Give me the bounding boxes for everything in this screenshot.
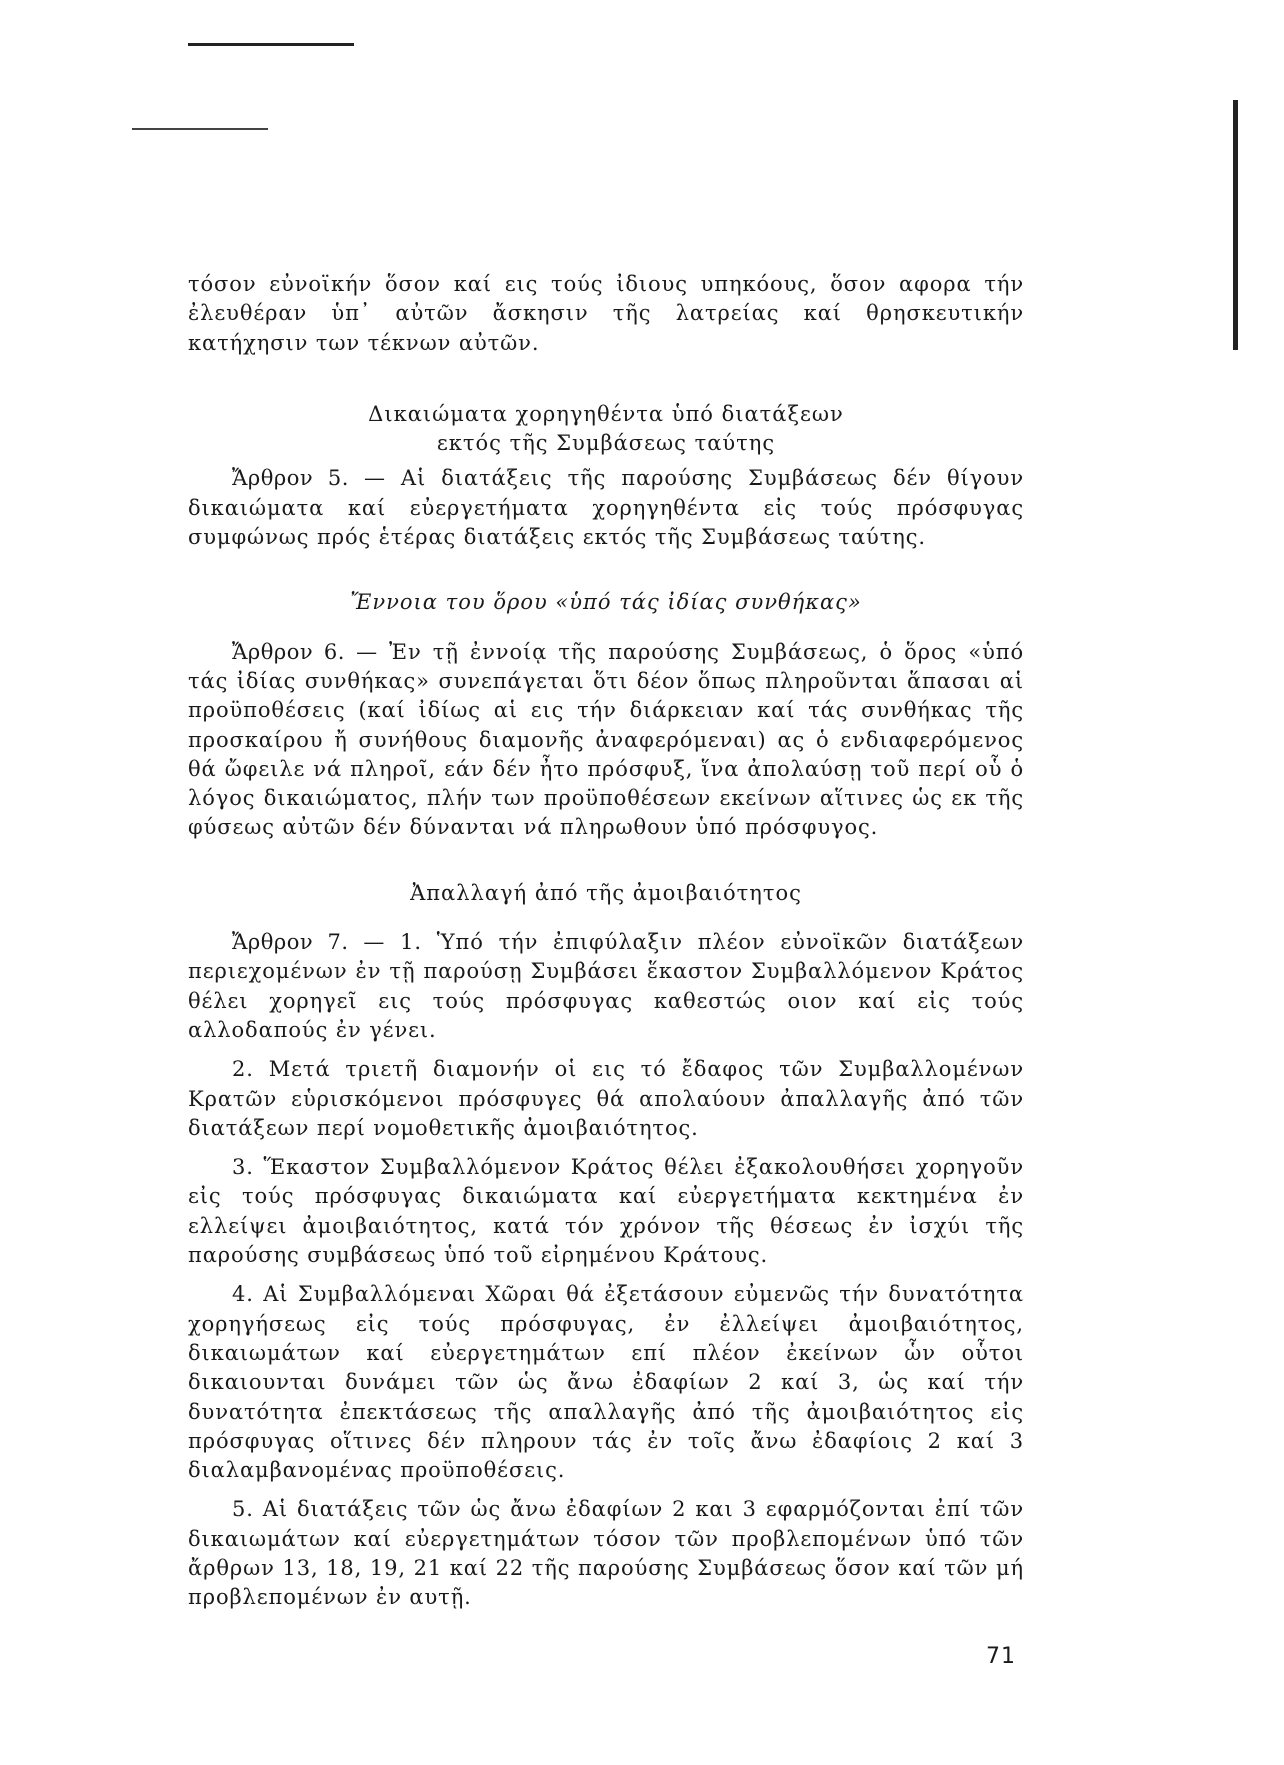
article-6 (188, 638, 1024, 843)
intro-paragraph: τόσον εὐνοϊκήν ὅσον καί εις τούς ἰδιους υπηκόους, ὅσον αφορα τήν ἐλευθέραν ὑπ᾿ αὐτῶν ἄσκησιν τῆς λατρείας καί θρησκευτικήν κατήχησιν των τέκνων αὐτῶν. (188, 272, 1024, 355)
article-7-para-2: 2. Μετά τριετῆ διαμονήν οἱ εις τό ἔδαφος τῶν Συμβαλλομένων Κρατῶν εὑρισκόμενοι πρόσφυγες θά απολαύουν ἀπαλλαγῆς ἀπό τῶν διατάξεων περί νομοθετικῆς ἀμοιβαιότητος. (188, 1057, 1024, 1140)
article-6-label: Ἄρθρον 6. (232, 639, 345, 664)
margin-rule-line (1233, 100, 1238, 350)
article-5-label: Ἄρθρον 5. (232, 466, 349, 491)
heading-rights-line2: εκτός τῆς Συμβάσεως ταύτης (436, 431, 776, 456)
article-5-text: — Αἱ διατάξεις τῆς παρούσης Συμβάσεως δέν θίγουν δικαιώματα καί εὐεργετήματα χορηγηθέντα εἰς τούς πρόσφυγας συμφώνως πρός ἑτέρας διατάξεις εκτός τῆς Συμβάσεως ταύτης. (188, 466, 1025, 550)
article-7-label: Ἄρθρον 7. (232, 930, 349, 955)
page-number: 71 (986, 1644, 1016, 1669)
article-7-para-5: 5. Αἱ διατάξεις τῶν ὡς ἄνω ἐδαφίων 2 και 3 εφαρμόζονται ἐπί τῶν δικαιωμάτων καί εὐεργετημάτων τόσον τῶν προβλεπομένων ὑπό τῶν ἄρθρων 13, 18, 19, 21 καί 22 τῆς παρούσης Συμβάσεως ὅσον καί τῶν μή προβλεπομένων ἐν αυτῇ. (188, 1497, 1024, 1610)
article-5 (188, 464, 1024, 552)
top-rule-line (188, 43, 354, 46)
top-rule-line-short (132, 128, 268, 130)
document-body (188, 270, 1024, 1613)
heading-exemption: Ἀπαλλαγή ἀπό τῆς ἀμοιβαιότητος (410, 880, 802, 905)
heading-rights-line1: Δικαιώματα χορηγηθέντα ὑπό διατάξεων (368, 401, 844, 426)
article-6-text: — Ἐν τῇ ἐννοίᾳ τῆς παρούσης Συμβάσεως, ὁ ὅρος «ὑπό τάς ἰδίας συνθήκας» συνεπάγεται ὅτι δέον ὅπως πληροῦνται ἅπασαι αἱ προϋποθέσεις (καί ἰδίως αἱ εις τήν διάρκειαν καί τάς συνθήκας τῆς προσκαίρου ἤ συνήθους διαμονῆς ἀναφερόμεναι) ας ὁ ενδιαφερόμενος θά ὤφειλε νά πληροῖ, εάν δέν ἦτο πρόσφυξ, ἵνα ἀπολαύσῃ τοῦ περί οὗ ὁ λόγος δικαιώματος, πλήν των προϋποθέσεων εκείνων αἵτινες ὡς εκ τῆς φύσεως αὐτῶν δέν δύνανται νά πληρωθουν ὑπό πρόσφυγος. (188, 639, 1024, 840)
article-7-para-1-text: — 1. Ὑπό τήν ἐπιφύλαξιν πλέον εὐνοϊκῶν διατάξεων περιεχομένων ἐν τῇ παρούσῃ Συμβάσει ἕκαστον Συμβαλλόμενον Κράτος θέλει χορηγεῖ εις τούς πρόσφυγας καθεστώς οιον καί εἰς τούς αλλοδαπούς ἐν γένει. (188, 930, 1025, 1042)
article-7-para-1 (188, 928, 1024, 1045)
heading-term: Ἔννοια του ὅρου «ὑπό τάς ἰδίας συνθήκας» (350, 590, 862, 615)
article-7-para-3: 3. Ἕκαστον Συμβαλλόμενον Κράτος θέλει ἐξακολουθήσει χορηγοῦν εἰς τούς πρόσφυγας δικαιώματα καί εὐεργετήματα κεκτημένα ἐν ελλείψει ἀμοιβαιότητος, κατά τόν χρόνον τῆς θέσεως ἐν ἰσχύι τῆς παρούσης συμβάσεως ὑπό τοῦ εἰρημένου Κράτους. (188, 1155, 1024, 1268)
heading-rights (188, 400, 1024, 459)
article-7-para-4: 4. Αἱ Συμβαλλόμεναι Χῶραι θά ἐξετάσουν εὐμενῶς τήν δυνατότητα χορηγήσεως εἰς τούς πρόσφυγας, ἐν ἐλλείψει ἀμοιβαιότητος, δικαιωμάτων καί εὐεργετημάτων επί πλέον ἐκείνων ὧν οὗτοι δικαιουνται δυνάμει τῶν ὡς ἄνω ἐδαφίων 2 καί 3, ὡς καί τήν δυνατότητα ἐπεκτάσεως τῆς απαλλαγῆς ἀπό τῆς ἀμοιβαιότητος εἰς πρόσφυγας οἵτινες δέν πληρουν τάς ἐν τοῖς ἄνω ἐδαφίοις 2 καί 3 διαλαμβανομένας προϋποθέσεις. (188, 1282, 1024, 1483)
